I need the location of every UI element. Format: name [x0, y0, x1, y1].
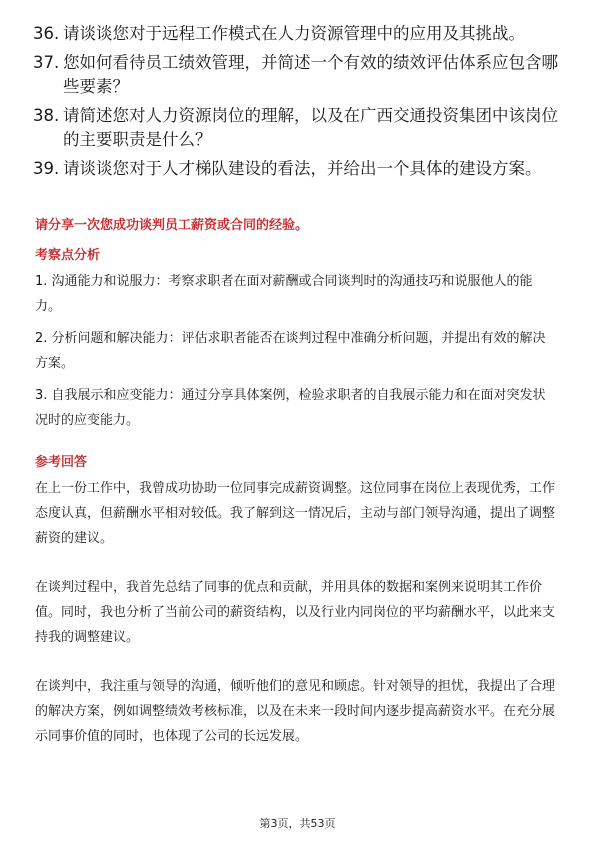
analysis-heading: 考察点分析 — [35, 248, 101, 263]
page-number-label: 第3页，共53页 — [259, 817, 336, 830]
question-number: 39. — [33, 159, 60, 178]
featured-question-section — [35, 216, 557, 236]
question-text: 请谈谈您对于人才梯队建设的看法，并给出一个具体的建设方案。 — [63, 159, 542, 178]
question-number: 36. — [33, 24, 60, 43]
question-number: 37. — [33, 53, 60, 72]
page-footer — [0, 815, 595, 831]
question-item — [33, 22, 563, 46]
question-text: 请简述您对人力资源岗位的理解，以及在广西交通投资集团中该岗位的主要职责是什么？ — [63, 106, 558, 149]
question-number: 38. — [33, 106, 60, 125]
question-list — [33, 22, 563, 186]
analysis-section — [35, 246, 557, 433]
question-text: 请谈谈您对于远程工作模式在人力资源管理中的应用及其挑战。 — [63, 24, 525, 43]
featured-question: 请分享一次您成功谈判员工薪资或合同的经验。 — [35, 218, 309, 233]
analysis-point: 1. 沟通能力和说服力：考察求职者在面对薪酬或合同谈判时的沟通技巧和说服他人的能力。 — [35, 274, 533, 314]
analysis-points — [35, 269, 557, 433]
answer-heading: 参考回答 — [35, 455, 88, 470]
answer-paragraph: 在上一份工作中，我曾成功协助一位同事完成薪资调整。这位同事在岗位上表现优秀，工作态度认真，但薪酬水平相对较低。我了解到这一情况后，主动与部门领导沟通，提出了调整薪资的建议。 — [35, 481, 556, 546]
answer-body — [35, 476, 557, 749]
analysis-point: 2. 分析问题和解决能力：评估求职者能否在谈判过程中准确分析问题，并提出有效的解决方案。 — [35, 331, 546, 371]
analysis-point: 3. 自我展示和应变能力：通过分享具体案例，检验求职者的自我展示能力和在面对突发状况时的应变能力。 — [35, 388, 546, 428]
question-item — [33, 157, 563, 181]
question-item — [33, 104, 563, 152]
answer-section — [35, 453, 557, 749]
answer-paragraph: 在谈判过程中，我首先总结了同事的优点和贡献，并用具体的数据和案例来说明其工作价值。同时，我也分析了当前公司的薪资结构，以及行业内同岗位的平均薪酬水平，以此来支持我的调整建议。 — [35, 580, 556, 645]
question-item — [33, 51, 563, 99]
question-text: 您如何看待员工绩效管理，并简述一个有效的绩效评估体系应包含哪些要素？ — [63, 53, 558, 96]
answer-paragraph: 在谈判中，我注重与领导的沟通，倾听他们的意见和顾虑。针对领导的担忧，我提出了合理的解决方案，例如调整绩效考核标准，以及在未来一段时间内逐步提高薪资水平。在充分展示同事价值的同时，也体现了公司的长远发展。 — [35, 679, 556, 744]
